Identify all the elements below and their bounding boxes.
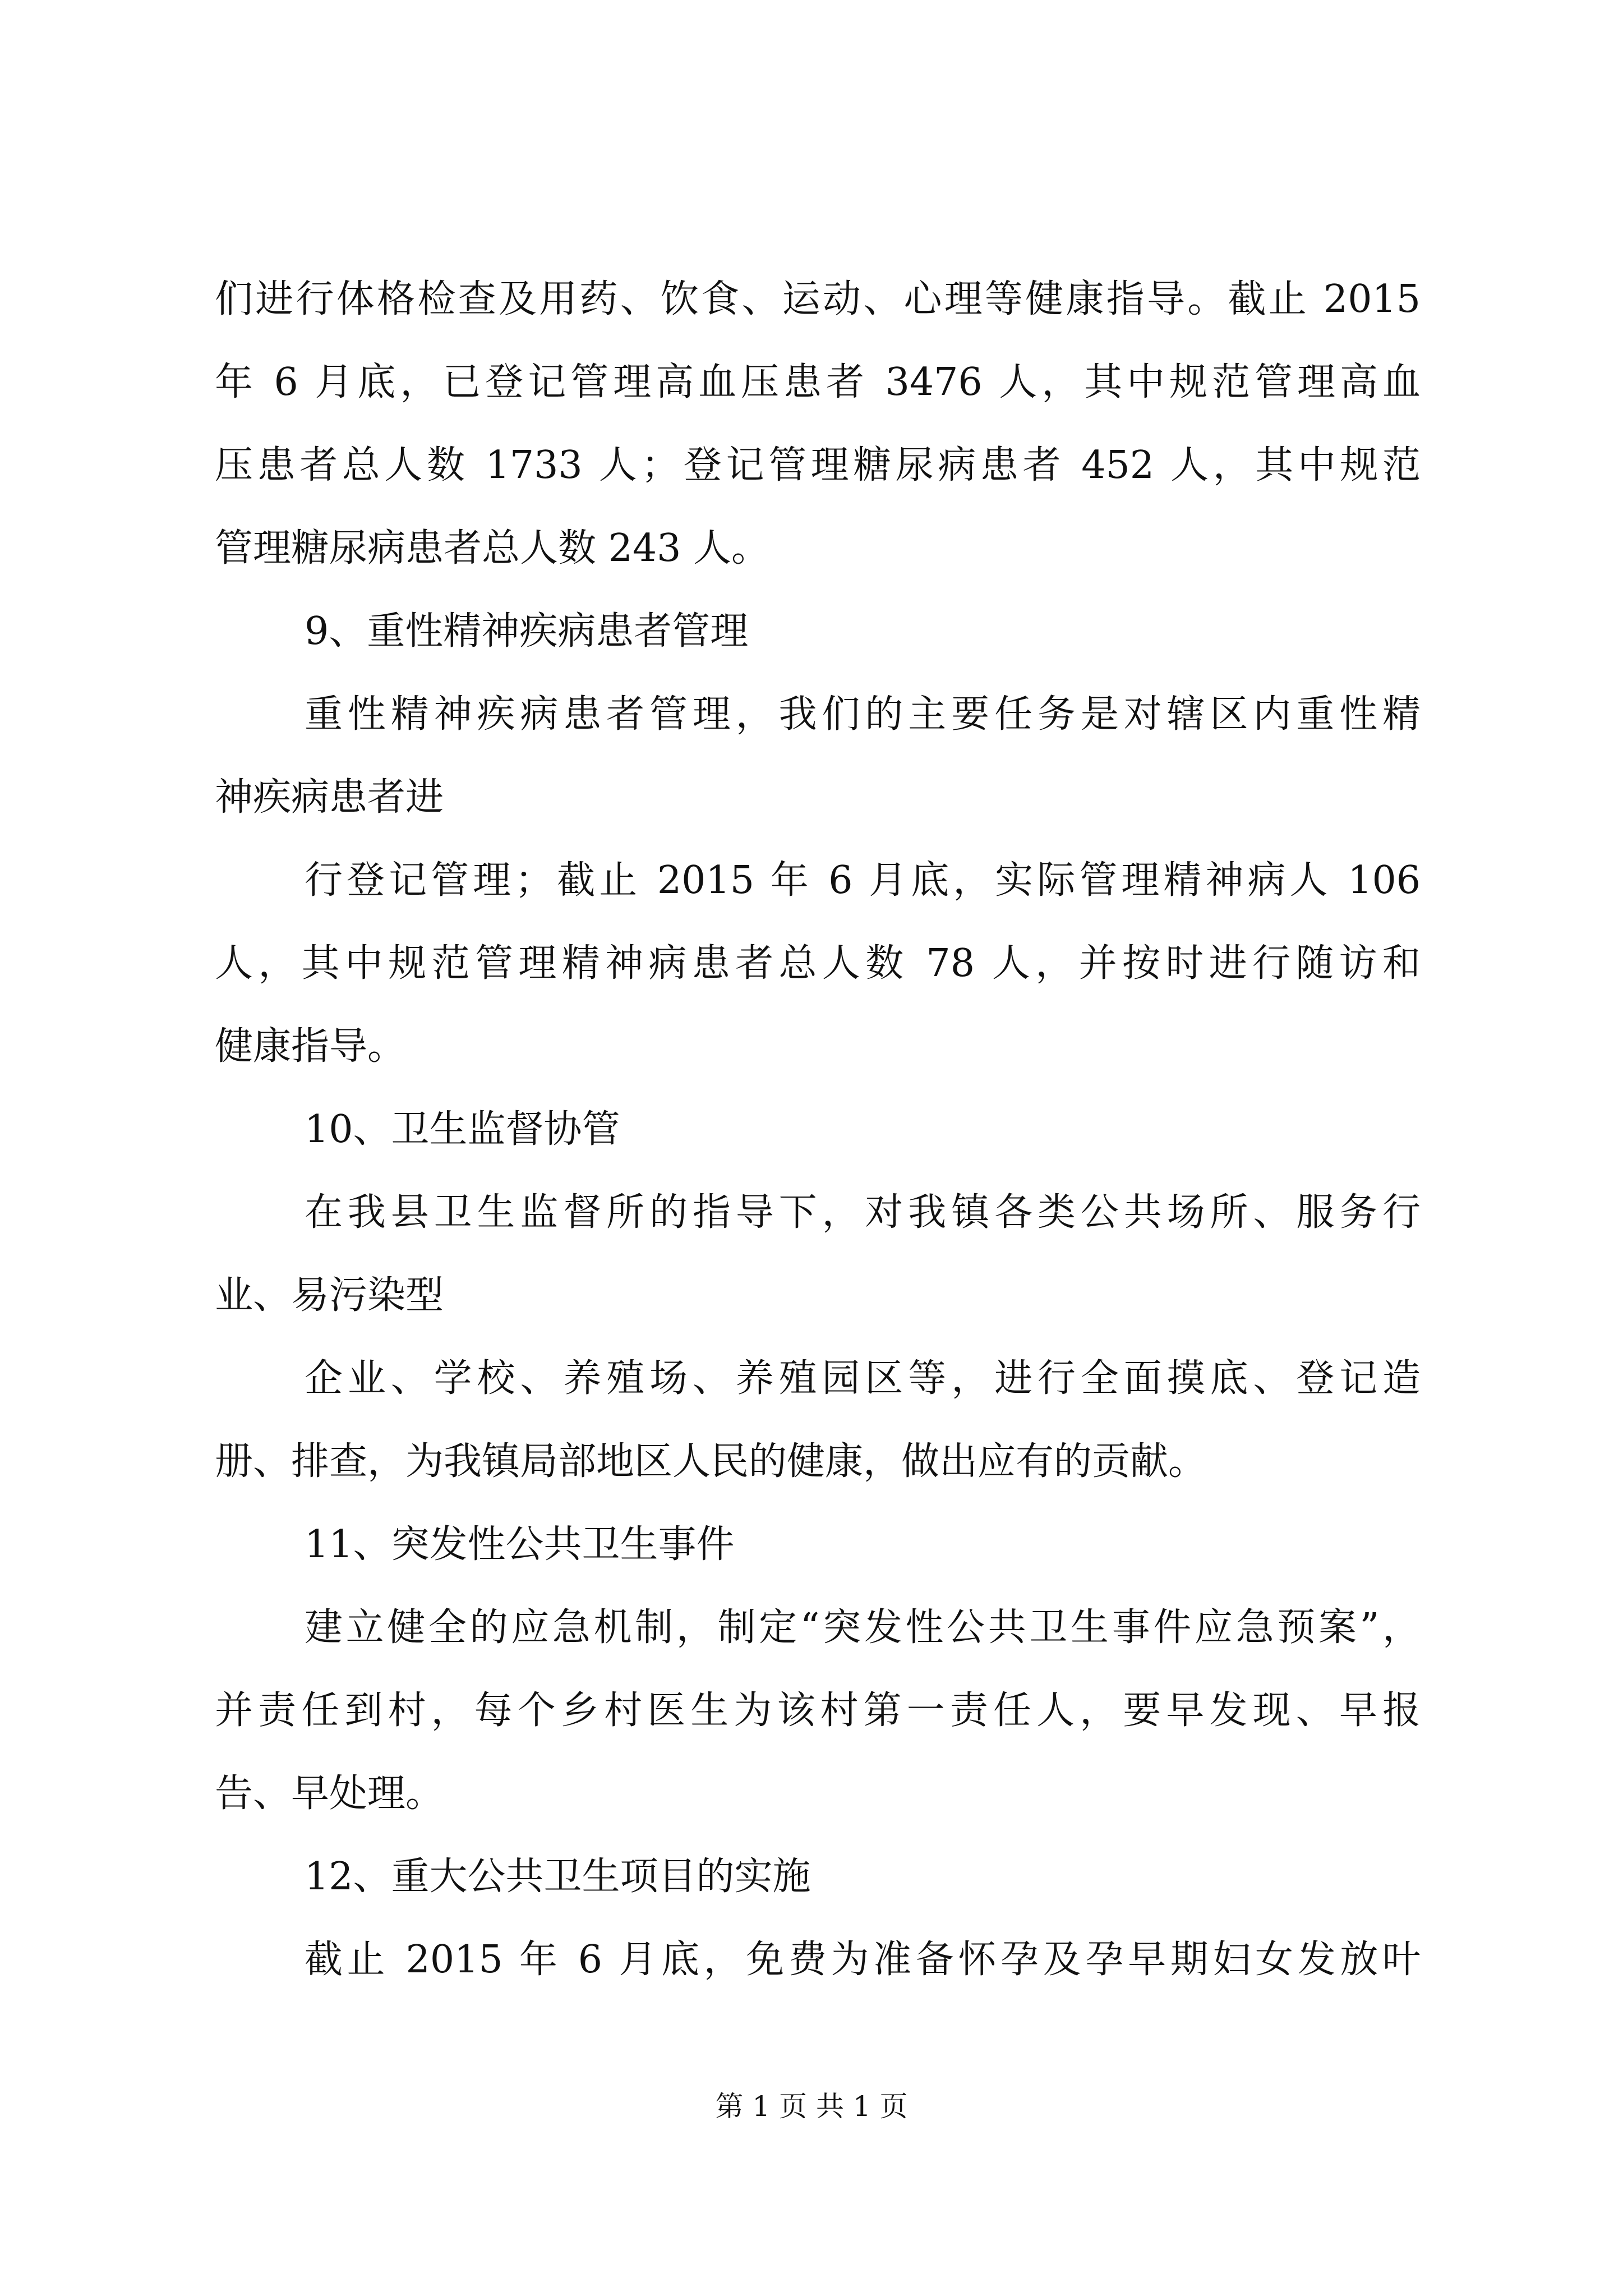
section-heading: 12、重大公共卫生项目的实施 <box>305 1855 811 1899</box>
paragraph-line: 重性精神疾病患者管理，我们的主要任务是对辖区内重性精 <box>305 692 1421 737</box>
paragraph-line: 管理糖尿病患者总人数 243 人。 <box>215 526 770 570</box>
paragraph-line: 截止 2015 年 6 月底，免费为准备怀孕及孕早期妇女发放叶 <box>305 1938 1421 1982</box>
paragraph-line: 企业、学校、养殖场、养殖园区等，进行全面摸底、登记造 <box>305 1356 1421 1401</box>
paragraph-line: 压患者总人数 1733 人；登记管理糖尿病患者 452 人，其中规范 <box>215 443 1421 487</box>
paragraph-line: 业、易污染型 <box>215 1273 444 1318</box>
paragraph-line: 在我县卫生监督所的指导下，对我镇各类公共场所、服务行 <box>305 1190 1421 1235</box>
section-heading: 9、重性精神疾病患者管理 <box>305 609 749 654</box>
paragraph-line: 年 6 月底，已登记管理高血压患者 3476 人，其中规范管理高血 <box>215 360 1421 404</box>
page-number-footer: 第 1 页 共 1 页 <box>715 2090 908 2123</box>
section-heading: 10、卫生监督协管 <box>305 1107 620 1152</box>
paragraph-line: 行登记管理；截止 2015 年 6 月底，实际管理精神病人 106 <box>305 858 1421 903</box>
section-heading: 11、突发性公共卫生事件 <box>305 1522 735 1567</box>
paragraph-line: 健康指导。 <box>215 1024 406 1069</box>
paragraph-line: 册、排查，为我镇局部地区人民的健康，做出应有的贡献。 <box>215 1439 1207 1484</box>
paragraph-line: 们进行体格检查及用药、饮食、运动、心理等健康指导。截止 2015 <box>215 277 1421 321</box>
paragraph-line: 建立健全的应急机制，制定“突发性公共卫生事件应急预案”， <box>305 1605 1421 1650</box>
paragraph-line: 神疾病患者进 <box>215 775 444 820</box>
paragraph-line: 人，其中规范管理精神病患者总人数 78 人，并按时进行随访和 <box>215 941 1421 986</box>
document-body <box>215 258 1421 2001</box>
paragraph-line: 告、早处理。 <box>215 1772 444 1816</box>
paragraph-line: 并责任到村，每个乡村医生为该村第一责任人，要早发现、早报 <box>215 1688 1421 1733</box>
